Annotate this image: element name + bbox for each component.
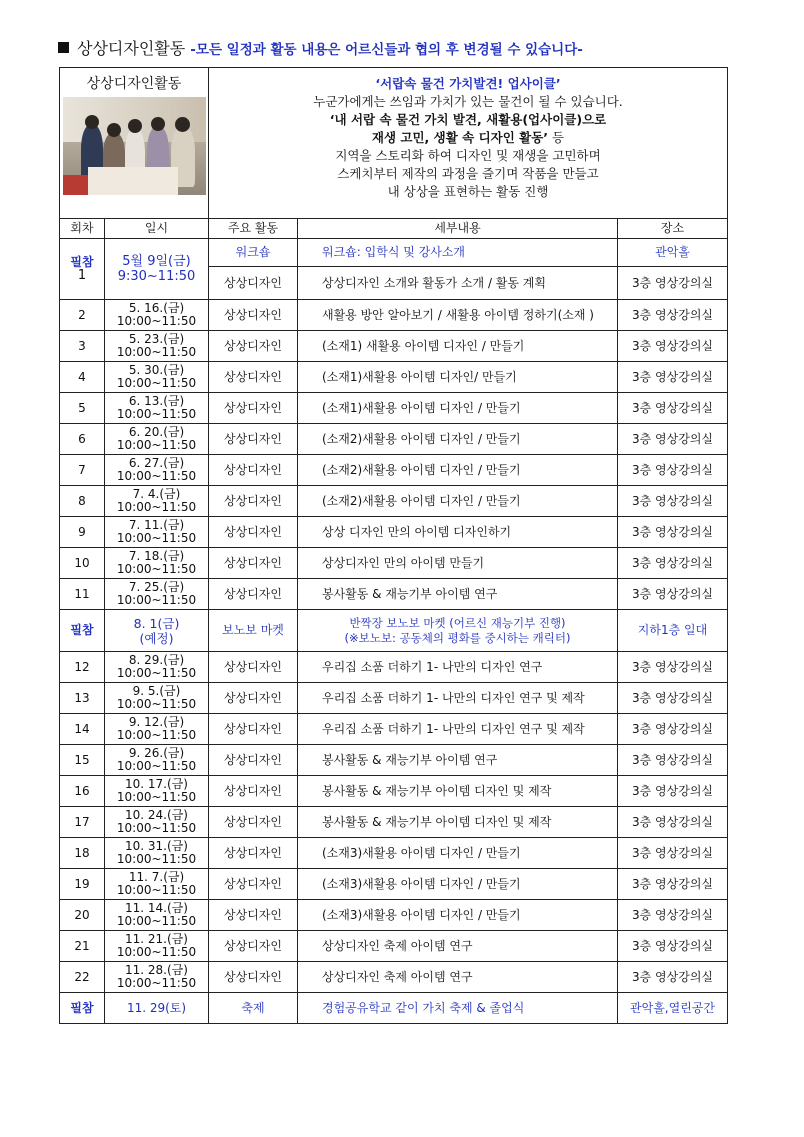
session-activity: 상상디자인: [209, 652, 298, 683]
market-date-note: (예정): [139, 630, 174, 646]
session-time: 10:00~11:50: [116, 500, 197, 514]
session-activity: 상상디자인: [209, 838, 298, 869]
session-detail: (소재3)새활용 아이템 디자인 / 만들기: [298, 869, 618, 900]
intro-line-4-rest: 등: [548, 130, 565, 145]
session-date: 11. 14.(금): [125, 901, 188, 915]
session-detail: (소재1)새활용 아이템 디자인/ 만들기: [298, 362, 618, 393]
session-time: 10:00~11:50: [116, 728, 197, 742]
session-place: 3층 영상강의실: [618, 517, 728, 548]
session-number: 10: [60, 548, 105, 579]
festival-activity: 축제: [209, 993, 298, 1024]
session-activity: 상상디자인: [209, 931, 298, 962]
session-number: 21: [60, 931, 105, 962]
session-1-no: 1: [77, 268, 87, 283]
session-date: 6. 27.(금): [128, 456, 185, 470]
session-date-cell: [105, 331, 209, 362]
session-date-cell: [105, 652, 209, 683]
session-number: 16: [60, 776, 105, 807]
table-row: [60, 838, 728, 869]
session-activity: 상상디자인: [209, 714, 298, 745]
session-number: 17: [60, 807, 105, 838]
intro-photo-cell: [60, 68, 209, 219]
session-number: 22: [60, 962, 105, 993]
session-detail: 우리집 소품 더하기 1- 나만의 디자인 연구: [298, 652, 618, 683]
table-row: [60, 300, 728, 331]
col-header-activity: 주요 활동: [209, 219, 298, 239]
session-detail: 우리집 소품 더하기 1- 나만의 디자인 연구 및 제작: [298, 714, 618, 745]
session-number: 14: [60, 714, 105, 745]
session-activity: 상상디자인: [209, 331, 298, 362]
table-row: [60, 579, 728, 610]
table-row-session-1a: [60, 239, 728, 267]
session-place: 3층 영상강의실: [618, 579, 728, 610]
section-subtitle: -모든 일정과 활동 내용은 어르신들과 협의 후 변경될 수 있습니다-: [190, 42, 583, 58]
session-date: 11. 28.(금): [125, 963, 188, 977]
session-number: 13: [60, 683, 105, 714]
intro-row: [60, 68, 728, 219]
session-time: 10:00~11:50: [116, 914, 197, 928]
session-number: 2: [60, 300, 105, 331]
session-activity: 상상디자인: [209, 900, 298, 931]
session-place: 3층 영상강의실: [618, 807, 728, 838]
table-row: [60, 331, 728, 362]
session-place: 3층 영상강의실: [618, 962, 728, 993]
session-time: 10:00~11:50: [116, 697, 197, 711]
festival-place: 관악홀,열린공간: [618, 993, 728, 1024]
session-1-required-label: 필참: [70, 255, 94, 269]
session-date: 11. 21.(금): [125, 932, 188, 946]
festival-detail: 경험공유학교 같이 가치 축제 & 졸업식: [298, 993, 618, 1024]
session-detail: 봉사활동 & 재능기부 아이템 디자인 및 제작: [298, 776, 618, 807]
session-detail: 새활용 방안 알아보기 / 새활용 아이템 정하기(소재 ): [298, 300, 618, 331]
table-row-market: [60, 610, 728, 652]
session-place: 3층 영상강의실: [618, 931, 728, 962]
session-date-cell: [105, 683, 209, 714]
session-detail: 봉사활동 & 재능기부 아이템 디자인 및 제작: [298, 807, 618, 838]
session-date: 6. 20.(금): [128, 425, 185, 439]
session-place: 3층 영상강의실: [618, 455, 728, 486]
session-date-cell: [105, 393, 209, 424]
table-row: [60, 869, 728, 900]
intro-line-3: ‘내 서랍 속 물건 가치 발견, 새활용(업사이클)으로: [329, 112, 607, 127]
session-detail: 상상디자인 만의 아이템 만들기: [298, 548, 618, 579]
table-row: [60, 962, 728, 993]
session-detail: 상상디자인 축제 아이템 연구: [298, 931, 618, 962]
square-bullet-icon: [58, 42, 69, 53]
session-date-cell: [105, 900, 209, 931]
session-place: 3층 영상강의실: [618, 745, 728, 776]
market-activity: 보노보 마켓: [209, 610, 298, 652]
session-1-place-workshop: 관악홀: [618, 239, 728, 267]
table-row: [60, 652, 728, 683]
session-place: 3층 영상강의실: [618, 486, 728, 517]
session-detail: 상상디자인 축제 아이템 연구: [298, 962, 618, 993]
session-time: 10:00~11:50: [116, 376, 197, 390]
intro-line-6: 스케치부터 제작의 과정을 즐기며 작품을 만들고: [337, 166, 599, 181]
session-activity: 상상디자인: [209, 962, 298, 993]
session-place: 3층 영상강의실: [618, 683, 728, 714]
session-detail: 봉사활동 & 재능기부 아이템 연구: [298, 745, 618, 776]
session-date: 7. 18.(금): [128, 549, 185, 563]
session-time: 10:00~11:50: [116, 593, 197, 607]
session-number: 7: [60, 455, 105, 486]
table-row: [60, 455, 728, 486]
session-date: 5. 30.(금): [128, 363, 185, 377]
activity-photo: [63, 97, 206, 195]
table-row: [60, 393, 728, 424]
session-time: 10:00~11:50: [116, 438, 197, 452]
session-place: 3층 영상강의실: [618, 869, 728, 900]
session-date: 11. 7.(금): [128, 870, 185, 884]
session-activity: 상상디자인: [209, 745, 298, 776]
session-detail: (소재2)새활용 아이템 디자인 / 만들기: [298, 455, 618, 486]
session-activity: 상상디자인: [209, 424, 298, 455]
session-1-time: 9:30~11:50: [117, 269, 196, 284]
session-place: 3층 영상강의실: [618, 776, 728, 807]
session-time: 10:00~11:50: [116, 562, 197, 576]
session-time: 10:00~11:50: [116, 852, 197, 866]
session-date-cell: [105, 548, 209, 579]
session-date-cell: [105, 300, 209, 331]
session-date: 10. 17.(금): [125, 777, 188, 791]
session-place: 3층 영상강의실: [618, 331, 728, 362]
session-time: 10:00~11:50: [116, 531, 197, 545]
session-time: 10:00~11:50: [116, 469, 197, 483]
section-title: 상상디자인활동: [77, 39, 186, 58]
session-date-cell: [105, 807, 209, 838]
session-date: 5. 23.(금): [128, 332, 185, 346]
session-activity: 상상디자인: [209, 683, 298, 714]
market-place: 지하1층 일대: [618, 610, 728, 652]
market-date: 8. 1(금): [133, 615, 180, 631]
table-row: [60, 714, 728, 745]
col-header-date: 일시: [105, 219, 209, 239]
session-activity: 상상디자인: [209, 362, 298, 393]
session-number: 19: [60, 869, 105, 900]
session-date-cell: [105, 838, 209, 869]
session-date: 6. 13.(금): [128, 394, 185, 408]
session-date: 8. 29.(금): [128, 653, 185, 667]
session-activity: 상상디자인: [209, 548, 298, 579]
session-number: 5: [60, 393, 105, 424]
session-date-cell: [105, 455, 209, 486]
session-1-date-cell: [105, 239, 209, 300]
table-row: [60, 807, 728, 838]
session-date-cell: [105, 517, 209, 548]
session-detail: (소재1)새활용 아이템 디자인 / 만들기: [298, 393, 618, 424]
session-detail: (소재2)새활용 아이템 디자인 / 만들기: [298, 424, 618, 455]
table-row: [60, 362, 728, 393]
session-time: 10:00~11:50: [116, 759, 197, 773]
session-time: 10:00~11:50: [116, 345, 197, 359]
intro-line-7: 내 상상을 표현하는 활동 진행: [387, 184, 549, 199]
schedule-table: [59, 67, 728, 1024]
festival-date: 11. 29(토): [105, 993, 209, 1024]
market-date-cell: [105, 610, 209, 652]
market-detail-line-1: 반짝장 보노보 마켓 (어르신 재능기부 진행): [349, 615, 566, 630]
session-number: 6: [60, 424, 105, 455]
session-date-cell: [105, 869, 209, 900]
session-1-place-design: 3층 영상강의실: [618, 267, 728, 300]
session-date: 9. 5.(금): [132, 684, 181, 698]
table-row: [60, 900, 728, 931]
session-detail: (소재1) 새활용 아이템 디자인 / 만들기: [298, 331, 618, 362]
session-1-detail-workshop: 워크숍: 입학식 및 강사소개: [298, 239, 618, 267]
session-time: 10:00~11:50: [116, 821, 197, 835]
session-time: 10:00~11:50: [116, 976, 197, 990]
session-date: 5. 16.(금): [128, 301, 185, 315]
market-detail-cell: [298, 610, 618, 652]
table-row: [60, 776, 728, 807]
session-date-cell: [105, 714, 209, 745]
session-detail: 봉사활동 & 재능기부 아이템 연구: [298, 579, 618, 610]
session-place: 3층 영상강의실: [618, 900, 728, 931]
session-date-cell: [105, 745, 209, 776]
session-place: 3층 영상강의실: [618, 548, 728, 579]
session-date: 7. 11.(금): [128, 518, 185, 532]
session-activity: 상상디자인: [209, 486, 298, 517]
session-activity: 상상디자인: [209, 869, 298, 900]
session-date: 7. 25.(금): [128, 580, 185, 594]
session-date-cell: [105, 931, 209, 962]
session-number: 20: [60, 900, 105, 931]
section-heading: [58, 36, 583, 59]
session-number: 8: [60, 486, 105, 517]
session-1-number: [60, 239, 105, 300]
table-row: [60, 424, 728, 455]
session-place: 3층 영상강의실: [618, 300, 728, 331]
table-row: [60, 683, 728, 714]
session-detail: (소재3)새활용 아이템 디자인 / 만들기: [298, 838, 618, 869]
session-date: 10. 31.(금): [125, 839, 188, 853]
session-number: 4: [60, 362, 105, 393]
session-time: 10:00~11:50: [116, 666, 197, 680]
col-header-place: 장소: [618, 219, 728, 239]
intro-line-2: 누군가에게는 쓰임과 가치가 있는 물건이 될 수 있습니다.: [313, 94, 623, 109]
table-row: [60, 486, 728, 517]
session-activity: 상상디자인: [209, 579, 298, 610]
session-1-detail-design: 상상디자인 소개와 활동가 소개 / 활동 계획: [298, 267, 618, 300]
session-date: 9. 26.(금): [128, 746, 185, 760]
session-date-cell: [105, 424, 209, 455]
session-date-cell: [105, 579, 209, 610]
table-row: [60, 931, 728, 962]
intro-activity-title: 상상디자인활동: [86, 76, 182, 92]
session-detail: (소재2)새활용 아이템 디자인 / 만들기: [298, 486, 618, 517]
session-activity: 상상디자인: [209, 300, 298, 331]
session-activity: 상상디자인: [209, 776, 298, 807]
session-place: 3층 영상강의실: [618, 714, 728, 745]
session-time: 10:00~11:50: [116, 945, 197, 959]
table-header-row: [60, 219, 728, 239]
session-place: 3층 영상강의실: [618, 424, 728, 455]
session-place: 3층 영상강의실: [618, 393, 728, 424]
session-date-cell: [105, 362, 209, 393]
session-activity: 상상디자인: [209, 455, 298, 486]
session-date: 9. 12.(금): [128, 715, 185, 729]
intro-line-4-bold: 재생 고민, 생활 속 디자인 활동’: [371, 130, 549, 145]
session-place: 3층 영상강의실: [618, 362, 728, 393]
table-row: [60, 548, 728, 579]
market-detail-line-2: (※보노보: 공동체의 평화를 중시하는 캐릭터): [344, 630, 571, 645]
session-number: 3: [60, 331, 105, 362]
session-time: 10:00~11:50: [116, 883, 197, 897]
col-header-detail: 세부내용: [298, 219, 618, 239]
session-1-date: 5월 9일(금): [122, 254, 191, 269]
session-date-cell: [105, 962, 209, 993]
table-row-festival: [60, 993, 728, 1024]
session-number: 15: [60, 745, 105, 776]
table-row: [60, 517, 728, 548]
intro-line-1: ‘서랍속 물건 가치발견! 업사이클’: [375, 76, 561, 91]
session-number: 18: [60, 838, 105, 869]
session-date: 10. 24.(금): [125, 808, 188, 822]
session-activity: 상상디자인: [209, 807, 298, 838]
session-time: 10:00~11:50: [116, 790, 197, 804]
session-time: 10:00~11:50: [116, 314, 197, 328]
table-row: [60, 745, 728, 776]
session-activity: 상상디자인: [209, 393, 298, 424]
col-header-session: 회차: [60, 219, 105, 239]
session-date: 7. 4.(금): [132, 487, 181, 501]
session-place: 3층 영상강의실: [618, 652, 728, 683]
session-detail: 우리집 소품 더하기 1- 나만의 디자인 연구 및 제작: [298, 683, 618, 714]
session-number: 11: [60, 579, 105, 610]
intro-line-5: 지역을 스토리화 하여 디자인 및 재생을 고민하며: [335, 148, 601, 163]
session-1-activity-design: 상상디자인: [209, 267, 298, 300]
session-date-cell: [105, 486, 209, 517]
session-activity: 상상디자인: [209, 517, 298, 548]
session-number: 12: [60, 652, 105, 683]
session-detail: 상상 디자인 만의 아이템 디자인하기: [298, 517, 618, 548]
festival-required-label: 필참: [60, 993, 105, 1024]
session-time: 10:00~11:50: [116, 407, 197, 421]
session-detail: (소재3)새활용 아이템 디자인 / 만들기: [298, 900, 618, 931]
session-number: 9: [60, 517, 105, 548]
session-date-cell: [105, 776, 209, 807]
market-required-label: 필참: [60, 610, 105, 652]
session-place: 3층 영상강의실: [618, 838, 728, 869]
session-1-activity-workshop: 워크숍: [209, 239, 298, 267]
intro-description: [209, 68, 728, 219]
